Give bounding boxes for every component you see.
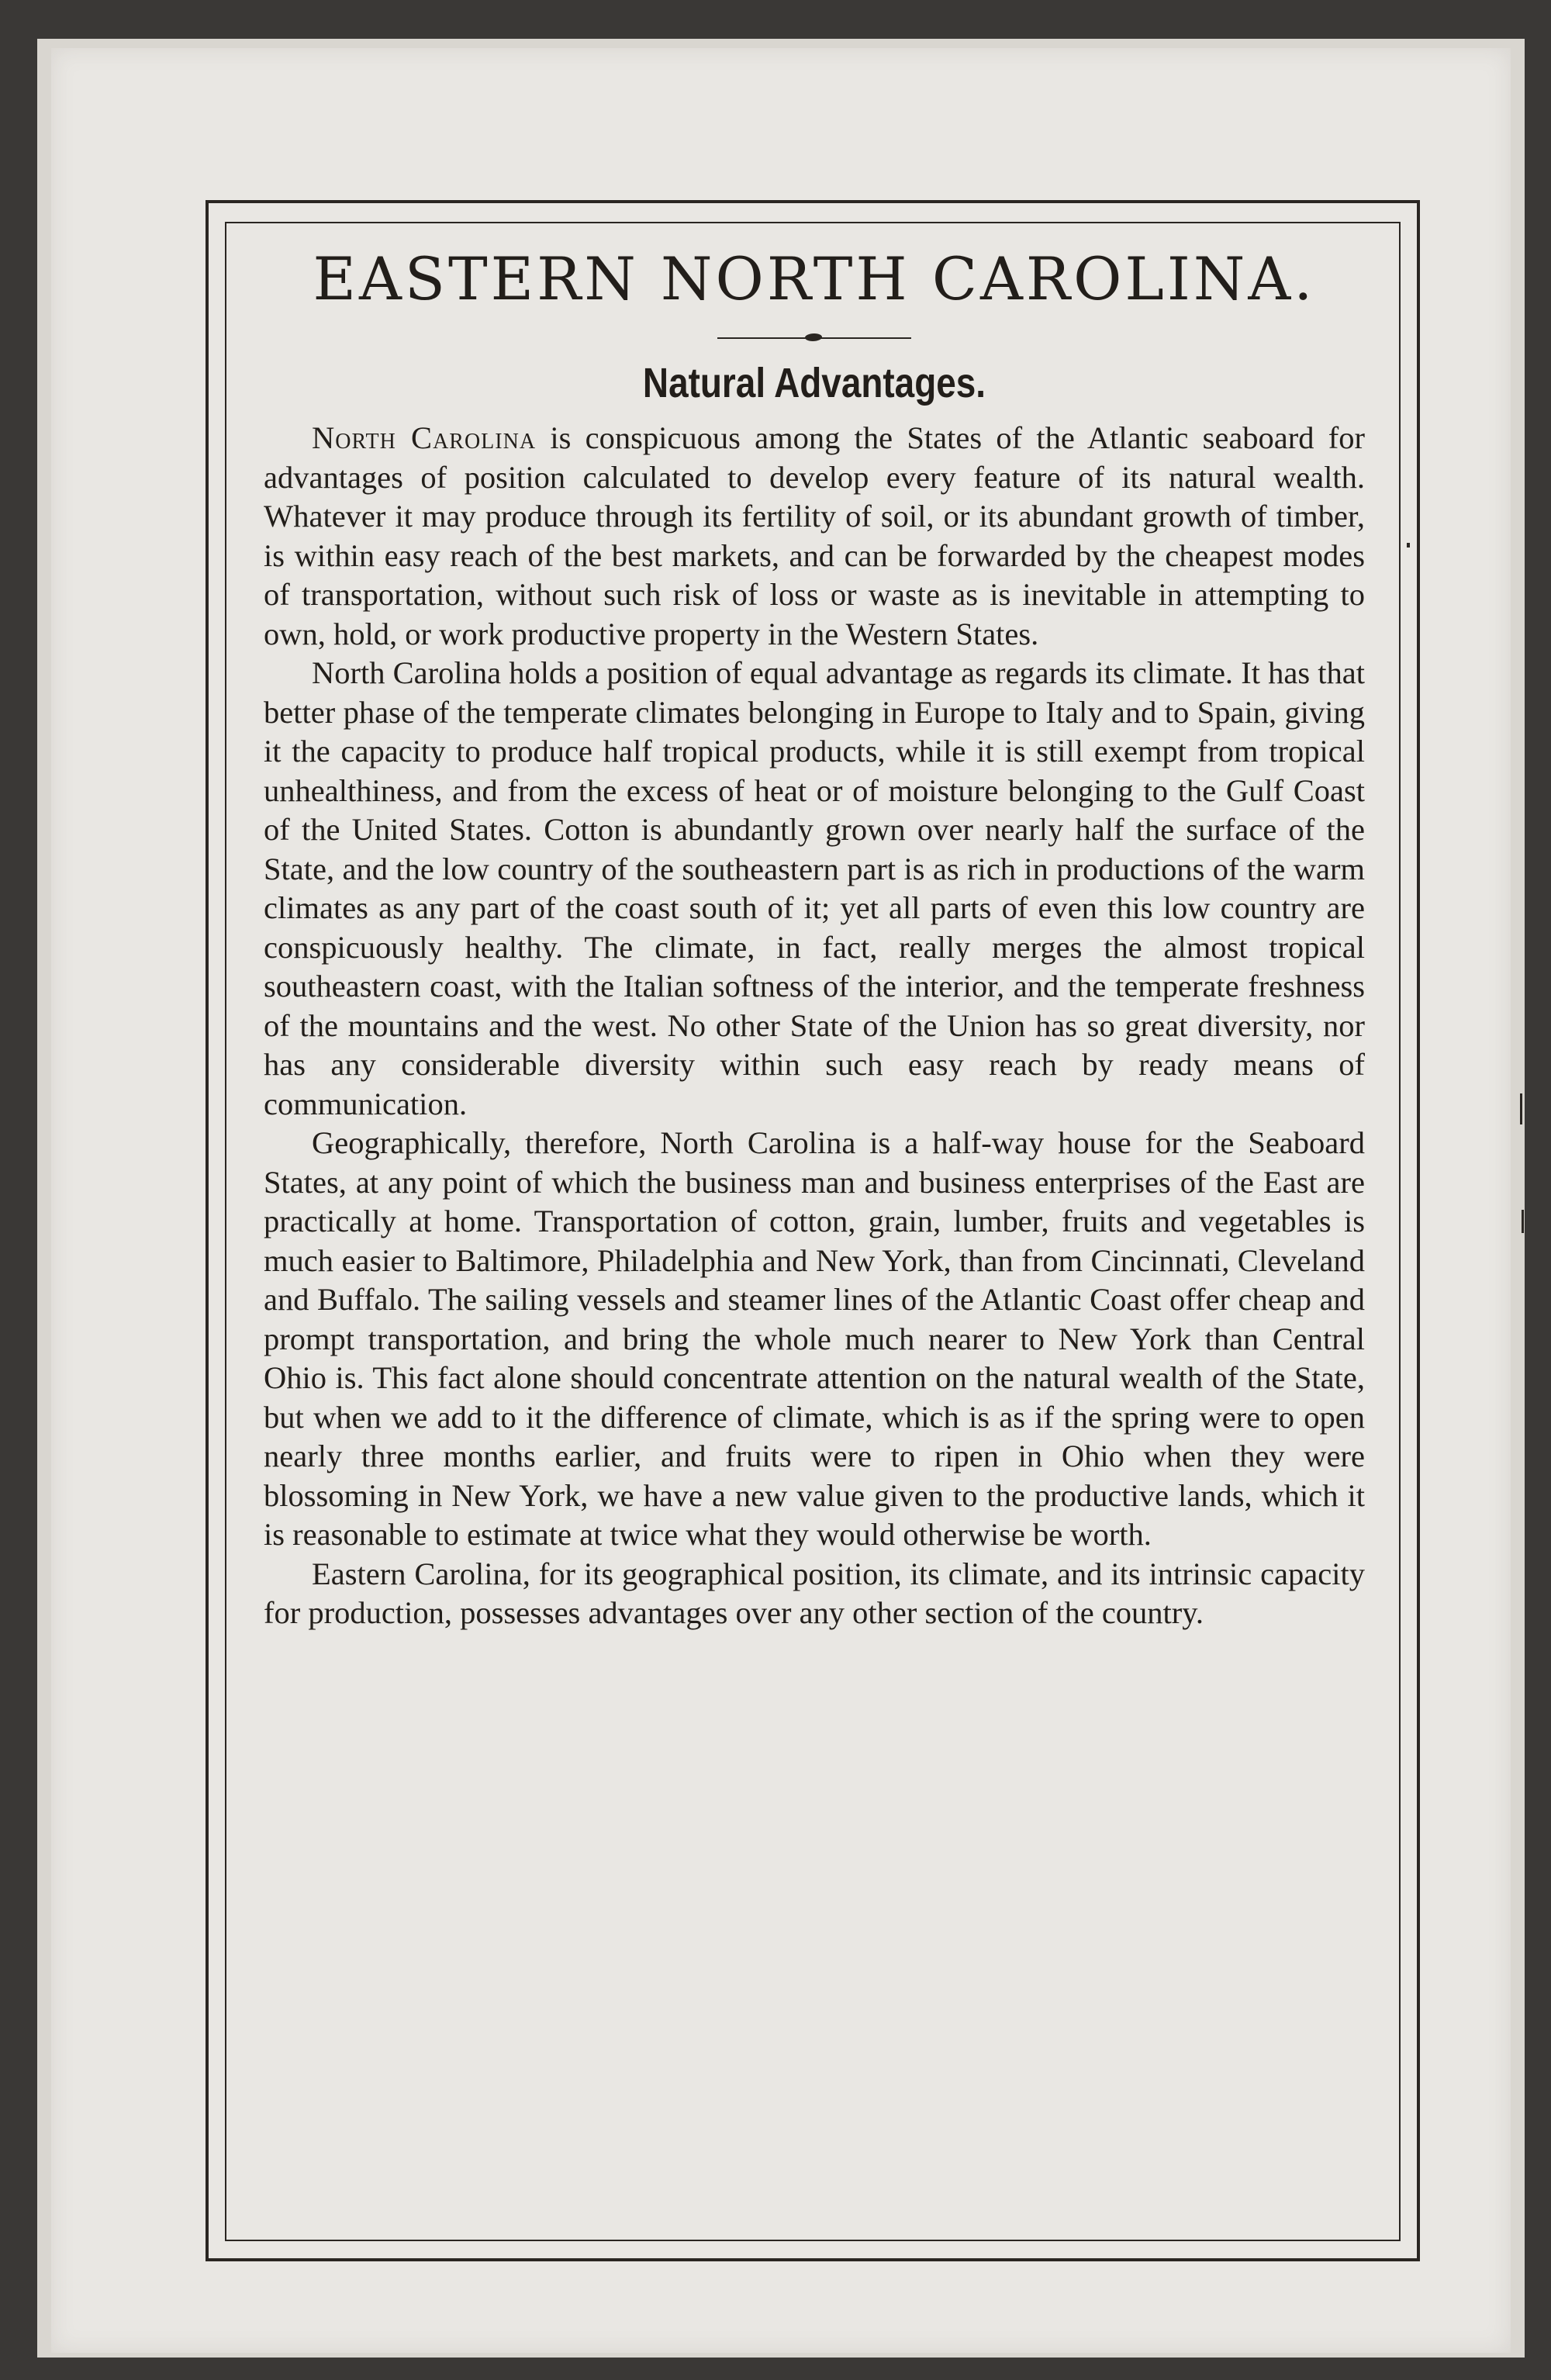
page-edge-mark [1520, 1093, 1522, 1124]
document-body [264, 240, 1365, 1633]
paragraph-geography: Geographically, therefore, North Carolina is a half-way house for the Seaboard States, at any point of which the business man and business enterprises of the East are practically at home. Transportation of cotton, grain, lumber, fruits and vegetables is much easier to Baltimore, Philadelphia and New York, than from Cincinnati, Cleveland and Buffalo. The sailing vessels and steamer lines of the Atlantic Coast offer cheap and prompt transportation, and bring the whole much nearer to New York than Central Ohio is. This fact alone should concentrate attention on the natural wealth of the State, but when we add to it the difference of climate, which is as if the spring were to open nearly three months earlier, and fruits were to ripen in Ohio when they were blossoming in New York, we have a new value given to the productive lands, which it is reasonable to estimate at twice what they would otherwise be worth. [264, 1125, 1365, 1552]
paragraph-position [264, 419, 1365, 654]
page-title: EASTERN NORTH CAROLINA. [313, 244, 1316, 313]
paragraph-lead: North Carolina [312, 420, 537, 455]
divider-ornament-icon [804, 333, 823, 341]
paragraph-climate: North Carolina holds a position of equal advantage as regards its climate. It has that better phase of the temperate climates belonging in Europe to Italy and to Spain, giving it the capacity to produce half tropical products, while it is still exempt from tropical unhealthiness, and from the excess of heat or of moisture belonging to the Gulf Coast of the United States. Cotton is abundantly grown over nearly half the surface of the State, and the low country of the southeastern part is as rich in productions of the warm climates as any part of the coast south of it; yet all parts of even this low country are conspicuously healthy. The climate, in fact, really merges the almost tropical southeastern coast, with the Italian softness of the interior, and the temperate freshness of the mountains and the west. No other State of the Union has so great diversity, nor has any considerable diversity within such easy reach by ready means of communication. [264, 655, 1365, 1121]
paragraph-text: is conspicuous among the States of the Atlantic seaboard for advantages of position calculated to develop every feature of its natural wealth. Whatever it may produce through its fertility of soil, or its abundant growth of timber, is within easy reach of the best markets, and can be forwarded by the cheapest modes of transportation, without such risk of loss or waste as is inevitable in attempting to own, hold, or work productive property in the Western States. [264, 420, 1365, 651]
page-edge-mark [1522, 1210, 1524, 1233]
section-heading: Natural Advantages. [642, 360, 986, 406]
print-speck [1407, 543, 1410, 548]
paragraph-conclusion: Eastern Carolina, for its geographical position, its climate, and its intrinsic capacity for production, possesses advantages over any other section of the country. [264, 1556, 1365, 1630]
ornamental-divider [717, 330, 911, 346]
